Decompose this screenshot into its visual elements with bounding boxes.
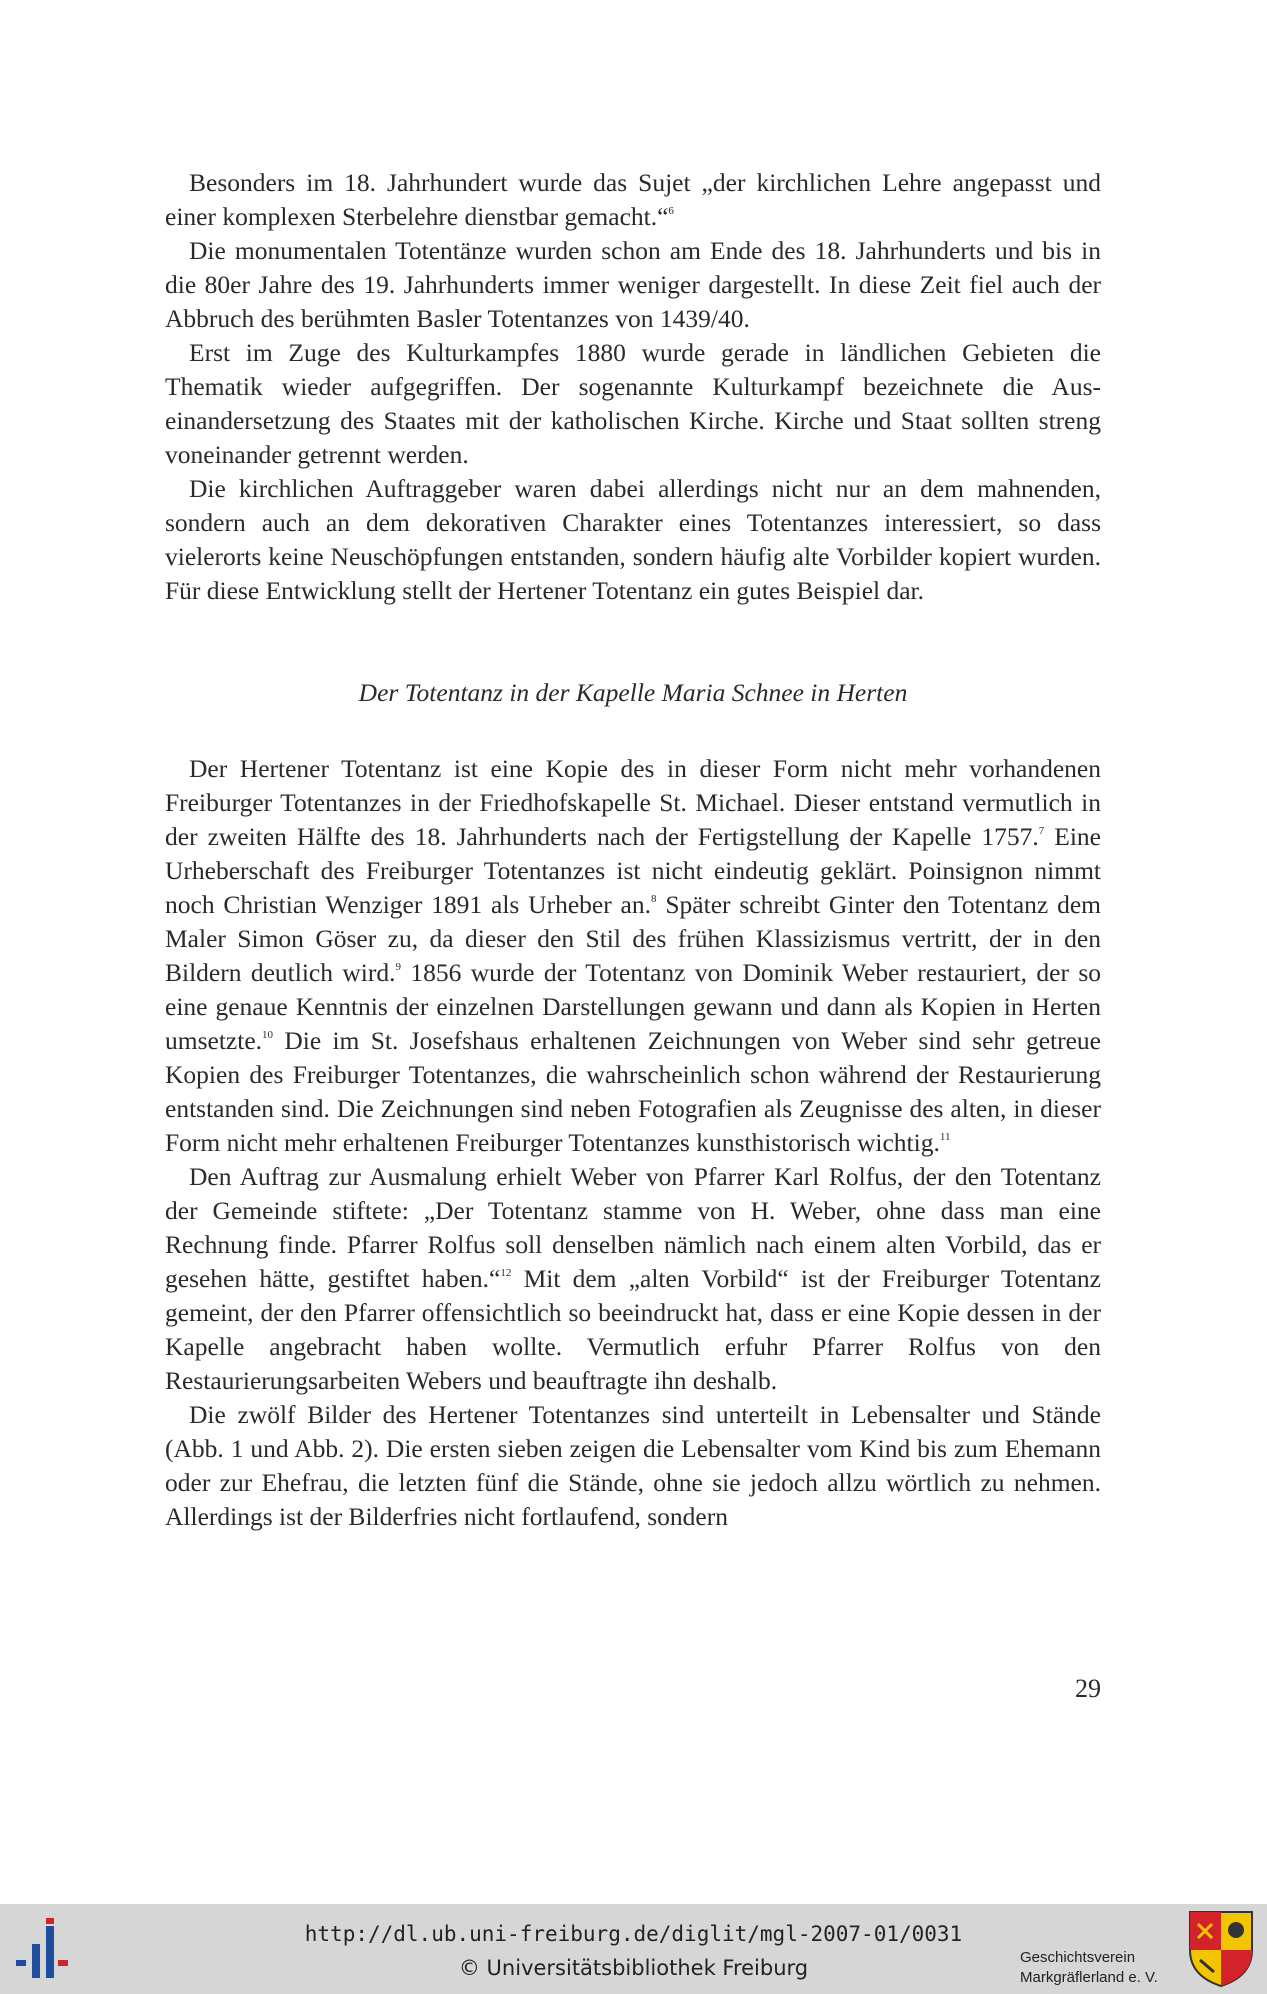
society-line-2: Markgräflerland e. V.	[1020, 1969, 1158, 1986]
paragraph-text: Erst im Zuge des Kulturkampfes 1880 wurde gerade in ländlichen Gebieten die Thematik wieder aufgegriffen. Der sogenannte Kulturkampf bezeichnete die Auseinandersetzung des Staates mit der katholischen Kirche. Kirche und Staat sollten streng voneinander getrennt werden.	[165, 338, 1101, 469]
coat-of-arms-icon	[1188, 1910, 1254, 1988]
paragraph-text: Die im St. Josefshaus erhaltenen Zeichnungen von Weber sind sehr getreue Kopien des Freiburger Totentanzes, die wahrscheinlich schon während der Restaurierung entstanden sind. Die Zeichnungen sind neben Fotografien als Zeugnisse des alten, in dieser Form nicht mehr erhaltenen Freiburger Totentanzes kunsthistorisch wichtig.	[165, 1026, 1101, 1157]
page-text	[165, 166, 1101, 1534]
paragraph-text: Die kirchlichen Auftraggeber waren dabei allerdings nicht nur an dem mahnenden, sondern auch an dem dekorativen Charakter eines Totentanzes interessiert, so dass vielerorts keine Neuschöpfungen entstanden, sondern häufig alte Vorbilder kopiert wurden. Für diese Entwicklung stellt der Hertener Totentanz ein gutes Beispiel dar.	[165, 474, 1101, 605]
footnote-ref[interactable]: 12	[500, 1266, 512, 1279]
paragraph	[165, 336, 1101, 472]
footnote-ref[interactable]: 11	[939, 1130, 951, 1143]
footnote-ref[interactable]: 10	[262, 1028, 274, 1041]
paragraph-text: Die zwölf Bilder des Hertener Totentanzes sind unterteilt in Lebensalter und Stände (Abb. 1 und Abb. 2). Die ersten sieben zeigen die Lebensalter vom Kind bis zum Ehemann oder zur Ehefrau, die letzten fünf die Stände, ohne sie jedoch allzu wörtlich zu nehmen. Allerdings ist der Bilderfries nicht fortlaufend, sondern	[165, 1400, 1101, 1531]
paragraph	[165, 166, 1101, 234]
paragraph-text: Den Auftrag zur Ausmalung erhielt Weber von Pfarrer Karl Rolfus, der den Totentanz der Gemeinde stiftete: „Der Totentanz stamme von H. Weber, ohne dass man eine Rechnung finde. Pfarrer Rolfus soll denselben nämlich nach einem alten Vorbild, das er gesehen hätte, gestiftet haben.“	[165, 1162, 1101, 1293]
footnote-ref[interactable]: 7	[1038, 824, 1045, 837]
paragraph	[165, 1398, 1101, 1534]
paragraph-text: 1856 wurde der Totentanz von Dominik Weber restauriert, der so eine genaue Kenntnis der einzelnen Darstellungen gewann und dann als Kopien in Herten umsetzte.	[165, 958, 1101, 1055]
paragraph-text: Später schreibt Ginter den Totentanz dem Maler Simon Göser zu, da dieser den Stil des frühen Klassizismus vertritt, der in den Bildern deutlich wird.	[165, 890, 1101, 987]
society-name	[1020, 1948, 1158, 1988]
footnote-ref[interactable]: 8	[651, 892, 657, 905]
footnote-ref[interactable]: 9	[395, 960, 401, 973]
paragraph	[165, 1160, 1101, 1398]
footnote-ref[interactable]: 6	[668, 204, 674, 217]
paragraph-text: Mit dem „alten Vorbild“ ist der Freiburger Totentanz gemeint, der den Pfarrer offensichtlich so beeindruckt hat, dass er eine Kopie dessen in der Kapelle angebracht haben wollte. Vermutlich erfuhr Pfarrer Rolfus von den Restaurierungsarbeiten Webers und beauftragte ihn deshalb.	[165, 1264, 1101, 1395]
paragraph-text: Besonders im 18. Jahrhundert wurde das Sujet „der kirchlichen Lehre angepasst und einer komplexen Sterbelehre dienstbar gemacht.“	[165, 168, 1101, 231]
paragraph-text: Der Hertener Totentanz ist eine Kopie des in dieser Form nicht mehr vorhandenen Freiburger Totentanzes in der Friedhofskapelle St. Michael. Dieser entstand vermutlich in der zweiten Hälfte des 18. Jahrhunderts nach der Fertigstellung der Kapelle 1757.	[165, 754, 1101, 851]
footer-bar	[0, 1904, 1267, 1994]
footer-url[interactable]: http://dl.ub.uni-freiburg.de/diglit/mgl-2007-01/0031	[304, 1922, 963, 1946]
paragraphs-top	[165, 166, 1101, 608]
paragraphs-bottom	[165, 752, 1101, 1534]
page-number: 29	[1075, 1674, 1101, 1703]
paragraph	[165, 472, 1101, 608]
paragraph-text: Eine Urheberschaft des Freiburger Totentanzes ist nicht eindeutig geklärt. Poinsignon nimmt noch Christian Wenziger 1891 als Urheber an.	[165, 822, 1102, 919]
paragraph	[165, 234, 1101, 336]
paragraph-text: Die monumentalen Totentänze wurden schon am Ende des 18. Jahrhunderts und bis in die 80er Jahre des 19. Jahrhunderts immer weniger dargestellt. In diese Zeit fiel auch der Abbruch des berühmten Basler Totentanzes von 1439/40.	[165, 236, 1101, 333]
section-heading: Der Totentanz in der Kapelle Maria Schnee in Herten	[358, 678, 908, 707]
society-line-1: Geschichtsverein	[1020, 1949, 1136, 1966]
footer-copyright: © Universitätsbibliothek Freiburg	[458, 1956, 809, 1980]
paragraph	[165, 752, 1101, 1160]
